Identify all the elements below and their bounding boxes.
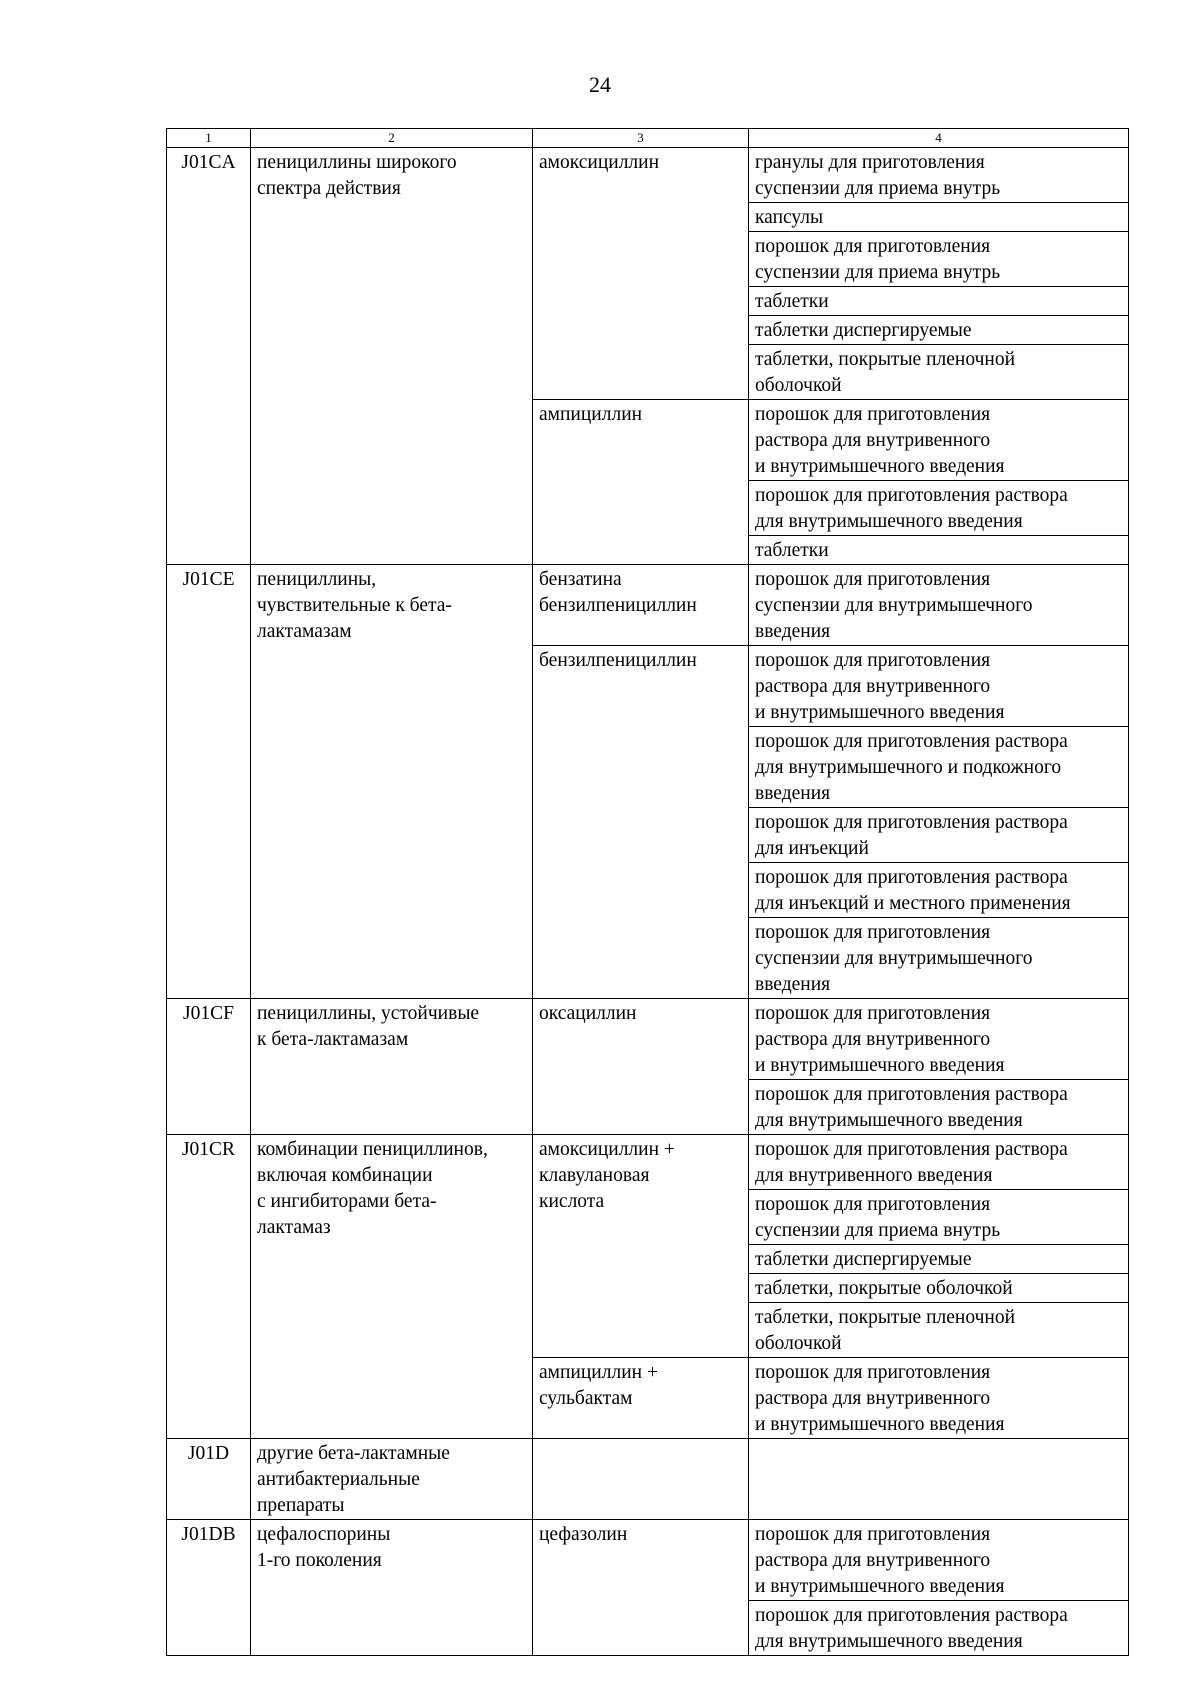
cell-line: амоксициллин + xyxy=(539,1139,675,1160)
table-row xyxy=(167,148,1129,203)
cell-line: порошок для приготовления xyxy=(755,236,991,257)
cell-line: раствора для внутривенного xyxy=(755,430,991,451)
dosage-form-cell xyxy=(749,345,1129,400)
cell-line: лактамазам xyxy=(257,621,352,642)
atc-code-cell: J01DB xyxy=(167,1520,251,1656)
cell-line: введения xyxy=(755,621,831,642)
dosage-form-cell xyxy=(749,1190,1129,1245)
drug-name-cell xyxy=(533,400,749,565)
cell-line: суспензии для приема внутрь xyxy=(755,178,1001,199)
drug-name-cell xyxy=(533,1520,749,1656)
dosage-form-cell xyxy=(749,863,1129,918)
dosage-form-cell xyxy=(749,1135,1129,1190)
dosage-form-cell xyxy=(749,1080,1129,1135)
medication-table xyxy=(166,128,1129,1656)
dosage-form-cell xyxy=(749,316,1129,345)
cell-line: для внутримышечного введения xyxy=(755,511,1023,532)
drug-name-cell xyxy=(533,1135,749,1358)
dosage-form-cell xyxy=(749,536,1129,565)
cell-line: раствора для внутривенного xyxy=(755,676,991,697)
drug-name-cell xyxy=(533,565,749,646)
table-row xyxy=(167,1439,1129,1520)
group-name-cell xyxy=(251,1520,533,1656)
column-header: 3 xyxy=(533,129,749,148)
cell-line: кислота xyxy=(539,1191,605,1212)
cell-line: порошок для приготовления раствора xyxy=(755,1139,1068,1160)
dosage-form-cell xyxy=(749,232,1129,287)
dosage-form-cell xyxy=(749,808,1129,863)
cell-line: таблетки, покрытые оболочкой xyxy=(755,1278,1013,1299)
drug-name-cell xyxy=(533,1439,749,1520)
cell-line: и внутримышечного введения xyxy=(755,1576,1005,1597)
dosage-form-cell xyxy=(749,918,1129,999)
dosage-form-cell xyxy=(749,1245,1129,1274)
cell-line: и внутримышечного введения xyxy=(755,702,1005,723)
cell-line: оксациллин xyxy=(539,1003,637,1024)
cell-line: амоксициллин xyxy=(539,152,660,173)
cell-line: порошок для приготовления xyxy=(755,1194,991,1215)
cell-line: порошок для приготовления xyxy=(755,404,991,425)
cell-line: таблетки xyxy=(755,291,829,312)
cell-line: ампициллин + xyxy=(539,1362,658,1383)
cell-line: для инъекций и местного применения xyxy=(755,893,1071,914)
column-header: 1 xyxy=(167,129,251,148)
cell-line: таблетки, покрытые пленочной xyxy=(755,349,1016,370)
atc-code-cell: J01CF xyxy=(167,999,251,1135)
dosage-form-cell xyxy=(749,1358,1129,1439)
cell-line: введения xyxy=(755,783,831,804)
cell-line: пенициллины, xyxy=(257,569,377,590)
atc-code-cell: J01CA xyxy=(167,148,251,565)
cell-line: включая комбинации xyxy=(257,1165,433,1186)
table-row xyxy=(167,999,1129,1080)
dosage-form-cell xyxy=(749,646,1129,727)
cell-line: чувствительные к бета- xyxy=(257,595,452,616)
group-name-cell xyxy=(251,148,533,565)
page-number: 24 xyxy=(589,72,611,97)
cell-line: суспензии для внутримышечного xyxy=(755,595,1033,616)
cell-line: для инъекций xyxy=(755,838,869,859)
drug-name-cell xyxy=(533,999,749,1135)
cell-line: оболочкой xyxy=(755,375,842,396)
cell-line: порошок для приготовления xyxy=(755,922,991,943)
column-header: 2 xyxy=(251,129,533,148)
cell-line: суспензии для приема внутрь xyxy=(755,262,1001,283)
group-name-cell xyxy=(251,1439,533,1520)
cell-line: раствора для внутривенного xyxy=(755,1388,991,1409)
cell-line: для внутримышечного введения xyxy=(755,1110,1023,1131)
cell-line: порошок для приготовления xyxy=(755,1524,991,1545)
cell-line: порошок для приготовления раствора xyxy=(755,731,1068,752)
cell-line: капсулы xyxy=(755,207,824,228)
cell-line: с ингибиторами бета- xyxy=(257,1191,437,1212)
cell-line: бензилпенициллин xyxy=(539,650,697,671)
cell-line: раствора для внутривенного xyxy=(755,1029,991,1050)
cell-line: порошок для приготовления xyxy=(755,650,991,671)
cell-line: таблетки, покрытые пленочной xyxy=(755,1307,1016,1328)
dosage-form-cell xyxy=(749,727,1129,808)
cell-line: порошок для приготовления xyxy=(755,1003,991,1024)
cell-line: клавулановая xyxy=(539,1165,650,1186)
cell-line: к бета-лактамазам xyxy=(257,1029,409,1050)
cell-line: суспензии для приема внутрь xyxy=(755,1220,1001,1241)
atc-code-cell: J01CE xyxy=(167,565,251,999)
cell-line: лактамаз xyxy=(257,1217,331,1238)
cell-line: сульбактам xyxy=(539,1388,633,1409)
drug-name-cell xyxy=(533,1358,749,1439)
group-name-cell xyxy=(251,999,533,1135)
cell-line: гранулы для приготовления xyxy=(755,152,985,173)
cell-line: оболочкой xyxy=(755,1333,842,1354)
group-name-cell xyxy=(251,1135,533,1439)
dosage-form-cell xyxy=(749,287,1129,316)
cell-line: бензатина xyxy=(539,569,622,590)
dosage-form-cell xyxy=(749,1274,1129,1303)
cell-line: таблетки xyxy=(755,540,829,561)
cell-line: введения xyxy=(755,974,831,995)
dosage-form-cell xyxy=(749,999,1129,1080)
cell-line: пенициллины широкого xyxy=(257,152,457,173)
drug-name-cell xyxy=(533,646,749,999)
cell-line: пенициллины, устойчивые xyxy=(257,1003,480,1024)
cell-line: и внутримышечного введения xyxy=(755,1055,1005,1076)
cell-line: суспензии для внутримышечного xyxy=(755,948,1033,969)
dosage-form-cell xyxy=(749,1439,1129,1520)
dosage-form-cell xyxy=(749,1520,1129,1601)
dosage-form-cell xyxy=(749,481,1129,536)
cell-line: и внутримышечного введения xyxy=(755,456,1005,477)
dosage-form-cell xyxy=(749,400,1129,481)
cell-line: спектра действия xyxy=(257,178,401,199)
cell-line: цефалоспорины xyxy=(257,1524,391,1545)
dosage-form-cell xyxy=(749,1303,1129,1358)
cell-line: таблетки диспергируемые xyxy=(755,320,972,341)
cell-line: для внутримышечного введения xyxy=(755,1631,1023,1652)
cell-line: и внутримышечного введения xyxy=(755,1414,1005,1435)
cell-line: порошок для приготовления раствора xyxy=(755,1605,1068,1626)
drug-name-cell xyxy=(533,148,749,400)
table-row xyxy=(167,565,1129,646)
cell-line: препараты xyxy=(257,1495,345,1516)
cell-line: таблетки диспергируемые xyxy=(755,1249,972,1270)
table-header-row xyxy=(167,129,1129,148)
cell-line: для внутривенного введения xyxy=(755,1165,993,1186)
cell-line: для внутримышечного и подкожного xyxy=(755,757,1062,778)
table-row xyxy=(167,1520,1129,1601)
cell-line: другие бета-лактамные xyxy=(257,1443,450,1464)
cell-line: 1-го поколения xyxy=(257,1550,382,1571)
dosage-form-cell xyxy=(749,565,1129,646)
dosage-form-cell xyxy=(749,148,1129,203)
cell-line: порошок для приготовления раствора xyxy=(755,1084,1068,1105)
cell-line: порошок для приготовления раствора xyxy=(755,485,1068,506)
cell-line: раствора для внутривенного xyxy=(755,1550,991,1571)
cell-line: комбинации пенициллинов, xyxy=(257,1139,488,1160)
cell-line: порошок для приготовления xyxy=(755,1362,991,1383)
table-row xyxy=(167,1135,1129,1190)
cell-line: бензилпенициллин xyxy=(539,595,697,616)
cell-line: цефазолин xyxy=(539,1524,628,1545)
dosage-form-cell xyxy=(749,203,1129,232)
atc-code-cell: J01D xyxy=(167,1439,251,1520)
cell-line: антибактериальные xyxy=(257,1469,420,1490)
cell-line: порошок для приготовления xyxy=(755,569,991,590)
cell-line: порошок для приготовления раствора xyxy=(755,867,1068,888)
dosage-form-cell xyxy=(749,1601,1129,1656)
cell-line: ампициллин xyxy=(539,404,643,425)
cell-line: порошок для приготовления раствора xyxy=(755,812,1068,833)
atc-code-cell: J01CR xyxy=(167,1135,251,1439)
column-header: 4 xyxy=(749,129,1129,148)
group-name-cell xyxy=(251,565,533,999)
